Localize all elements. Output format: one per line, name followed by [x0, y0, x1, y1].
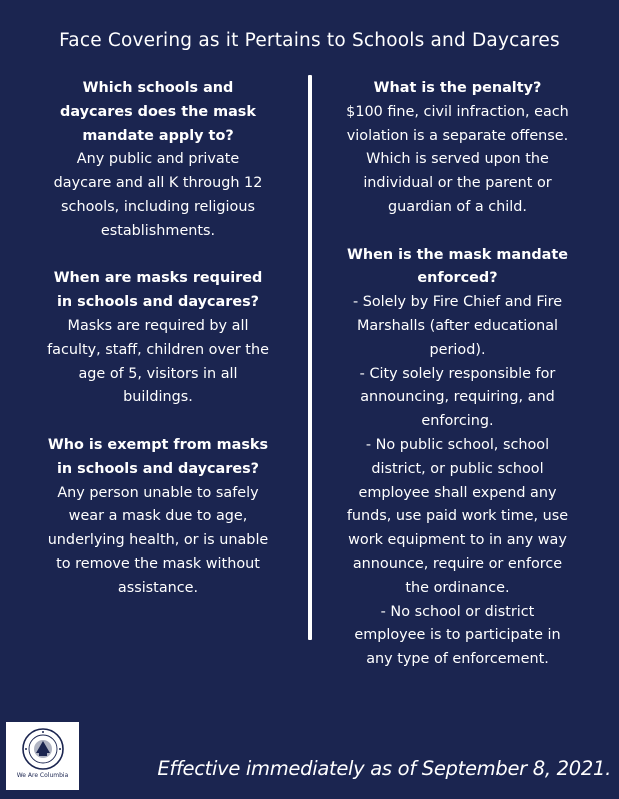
faq-section-when-required — [28, 267, 288, 410]
answer-line: violation is a separate offense. — [346, 127, 569, 144]
answer-line: any type of enforcement. — [366, 651, 549, 668]
question-line: When is the mask mandate — [347, 246, 568, 263]
answer-line: establishments. — [100, 222, 216, 239]
answer-line: district, or public school — [371, 460, 544, 477]
answer-line: individual or the parent or — [363, 175, 552, 192]
answer-line: employee shall expend any — [358, 484, 557, 501]
answer-line: schools, including religious — [61, 198, 255, 215]
question-line: When are masks required — [53, 270, 263, 287]
answer-line: - Solely by Fire Chief and Fire — [352, 294, 563, 311]
city-seal-logo — [6, 722, 79, 790]
faq-answer — [28, 315, 288, 410]
faq-answer — [28, 148, 288, 243]
answer-line: employee is to participate in — [354, 627, 561, 644]
answer-line: faculty, staff, children over the — [47, 341, 269, 358]
right-column — [330, 77, 585, 696]
question-line: Who is exempt from masks — [47, 436, 269, 453]
answer-line: Any public and private — [76, 151, 240, 168]
answer-line: Marshalls (after educational — [356, 317, 559, 334]
question-line: in schools and daycares? — [56, 294, 260, 311]
answer-line: enforcing. — [421, 413, 494, 430]
answer-line: guardian of a child. — [388, 198, 527, 215]
answer-line: the ordinance. — [405, 579, 510, 596]
answer-line: work equipment to in any way — [348, 532, 567, 549]
city-seal-icon — [22, 728, 64, 770]
faq-question — [330, 244, 585, 292]
answer-line: Any person unable to safely — [57, 484, 259, 501]
faq-section-schools-applied — [28, 77, 288, 244]
faq-section-penalty — [330, 77, 585, 220]
answer-line: age of 5, visitors in all — [78, 365, 238, 382]
page-title: Face Covering as it Pertains to Schools and Daycares — [59, 30, 560, 51]
question-line: mandate apply to? — [82, 127, 234, 144]
faq-question — [28, 267, 288, 315]
question-line: daycares does the mask — [60, 103, 256, 120]
answer-line: period). — [429, 341, 486, 358]
answer-line: daycare and all K through 12 — [53, 175, 263, 192]
question-line: Which schools and — [82, 80, 234, 96]
faq-section-who-exempt — [28, 434, 288, 601]
left-column — [28, 77, 288, 624]
answer-line: $100 fine, civil infraction, each — [346, 103, 569, 120]
faq-question — [28, 77, 288, 148]
answer-line: Which is served upon the — [366, 151, 549, 168]
answer-line: - No school or district — [380, 603, 535, 620]
answer-line: - City solely responsible for — [359, 365, 556, 382]
column-divider — [308, 75, 312, 640]
answer-line: announce, require or enforce — [352, 555, 563, 572]
effective-date: Effective immediately as of September 8, 2021. — [157, 757, 611, 780]
answer-line: assistance. — [117, 579, 199, 596]
faq-answer — [330, 101, 585, 220]
answer-line: underlying health, or is unable — [47, 532, 269, 549]
question-line: What is the penalty? — [373, 80, 542, 96]
answer-line: buildings. — [123, 389, 193, 406]
faq-question — [330, 77, 585, 101]
answer-line: funds, use paid work time, use — [346, 508, 569, 525]
question-line: enforced? — [417, 270, 498, 287]
answer-line: Masks are required by all — [67, 317, 249, 334]
answer-line: to remove the mask without — [56, 555, 260, 572]
answer-line: wear a mask due to age, — [68, 508, 248, 525]
answer-line: - No public school, school — [365, 436, 550, 453]
faq-answer — [330, 291, 585, 672]
question-line: in schools and daycares? — [56, 460, 260, 477]
faq-section-enforcement — [330, 244, 585, 672]
seal-caption: We Are Columbia — [16, 772, 69, 779]
answer-line: announcing, requiring, and — [360, 389, 555, 406]
faq-question — [28, 434, 288, 482]
faq-answer — [28, 482, 288, 601]
